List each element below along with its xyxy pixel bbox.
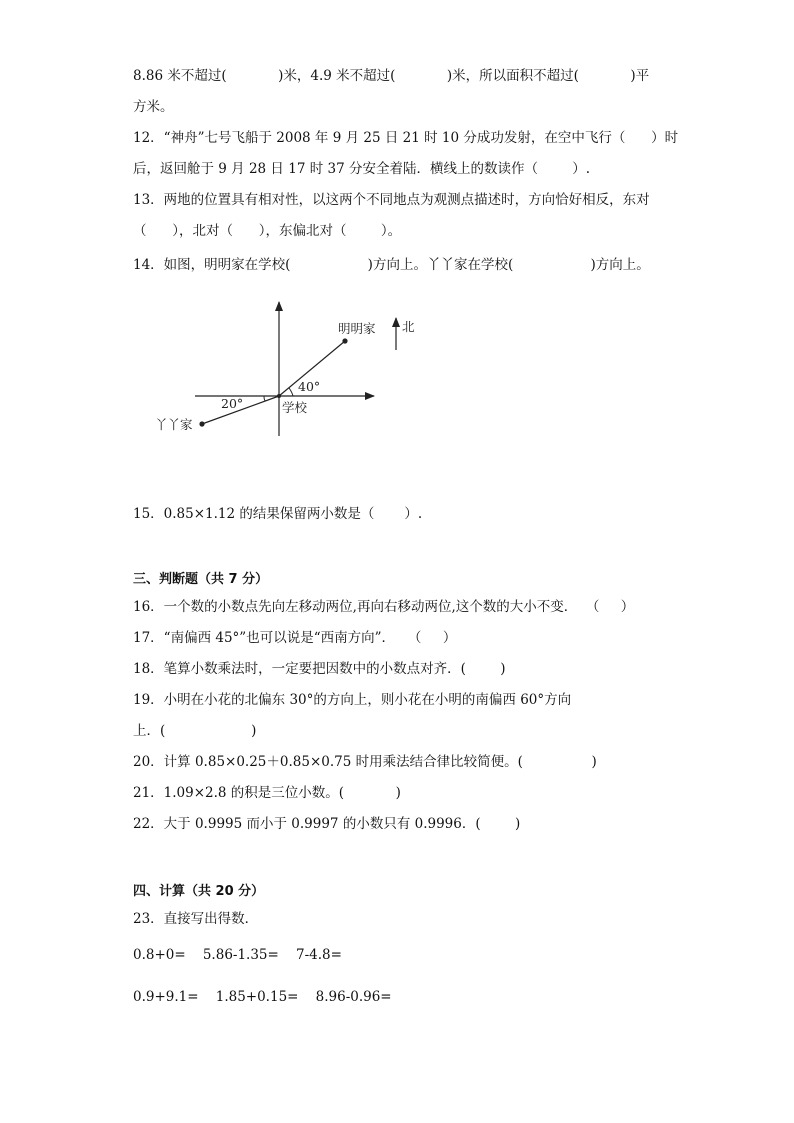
school-point: [277, 394, 281, 398]
q12-line2: 后，返回舱于 9 月 28 日 17 时 37 分安全着陆．横线上的数读作（ ）.: [133, 161, 591, 177]
angle-40-label: 40°: [298, 379, 321, 394]
q11-line2: 方米。: [133, 99, 174, 115]
q12-line1: 12．“神舟”七号飞船于 2008 年 9 月 25 日 21 时 10 分成功发射，在空中飞行（ ）时: [133, 130, 679, 146]
calc-row-2: 0.9+9.1= 1.85+0.15= 8.96-0.96=: [133, 989, 392, 1005]
q20-line: 20．计算 0.85×0.25＋0.85×0.75 时用乘法结合律比较简便。( ): [133, 754, 597, 770]
angle-20-label: 20°: [221, 396, 244, 411]
mingming-label: 明明家: [338, 321, 376, 336]
yaya-label: 丫丫家: [155, 417, 193, 432]
q13-line1: 13．两地的位置具有相对性，以这两个不同地点为观测点描述时，方向恰好相反，东对: [133, 192, 650, 208]
section-4-heading: 四、计算（共 20 分）: [133, 884, 265, 899]
school-label: 学校: [282, 400, 308, 415]
q13-line2: （ ），北对（ ），东偏北对（ ）。: [133, 223, 402, 239]
q23-line: 23．直接写出得数．: [133, 911, 259, 927]
q14-line: 14．如图，明明家在学校( )方向上。丫丫家在学校( )方向上。: [133, 257, 650, 273]
q17-line: 17．“南偏西 45°”也可以说是“西南方向”． （ ）: [133, 630, 457, 646]
q18-line: 18．笔算小数乘法时，一定要把因数中的小数点对齐．( ): [133, 661, 506, 677]
q19-line1: 19．小明在小花的北偏东 30°的方向上，则小花在小明的南偏西 60°方向: [133, 692, 572, 708]
north-label: 北: [402, 319, 415, 334]
q16-line: 16．一个数的小数点先向左移动两位,再向右移动两位,这个数的大小不变． （ ）: [133, 599, 635, 615]
q15-line: 15．0.85×1.12 的结果保留两小数是（ ）.: [133, 506, 423, 522]
q11-line1: 8.86 米不超过( )米，4.9 米不超过( )米，所以面积不超过( )平: [133, 68, 650, 84]
yaya-point: [199, 421, 204, 426]
q21-line: 21．1.09×2.8 的积是三位小数。( ): [133, 785, 401, 801]
q19-line2: 上．( ): [133, 723, 257, 739]
angle-arc-40: [289, 388, 293, 396]
q22-line: 22．大于 0.9995 而小于 0.9997 的小数只有 0.9996．( ): [133, 816, 521, 832]
mingming-point: [342, 338, 347, 343]
calc-row-1: 0.8+0= 5.86-1.35= 7-4.8=: [133, 947, 342, 963]
section-3-heading: 三、判断题（共 7 分）: [133, 572, 269, 587]
